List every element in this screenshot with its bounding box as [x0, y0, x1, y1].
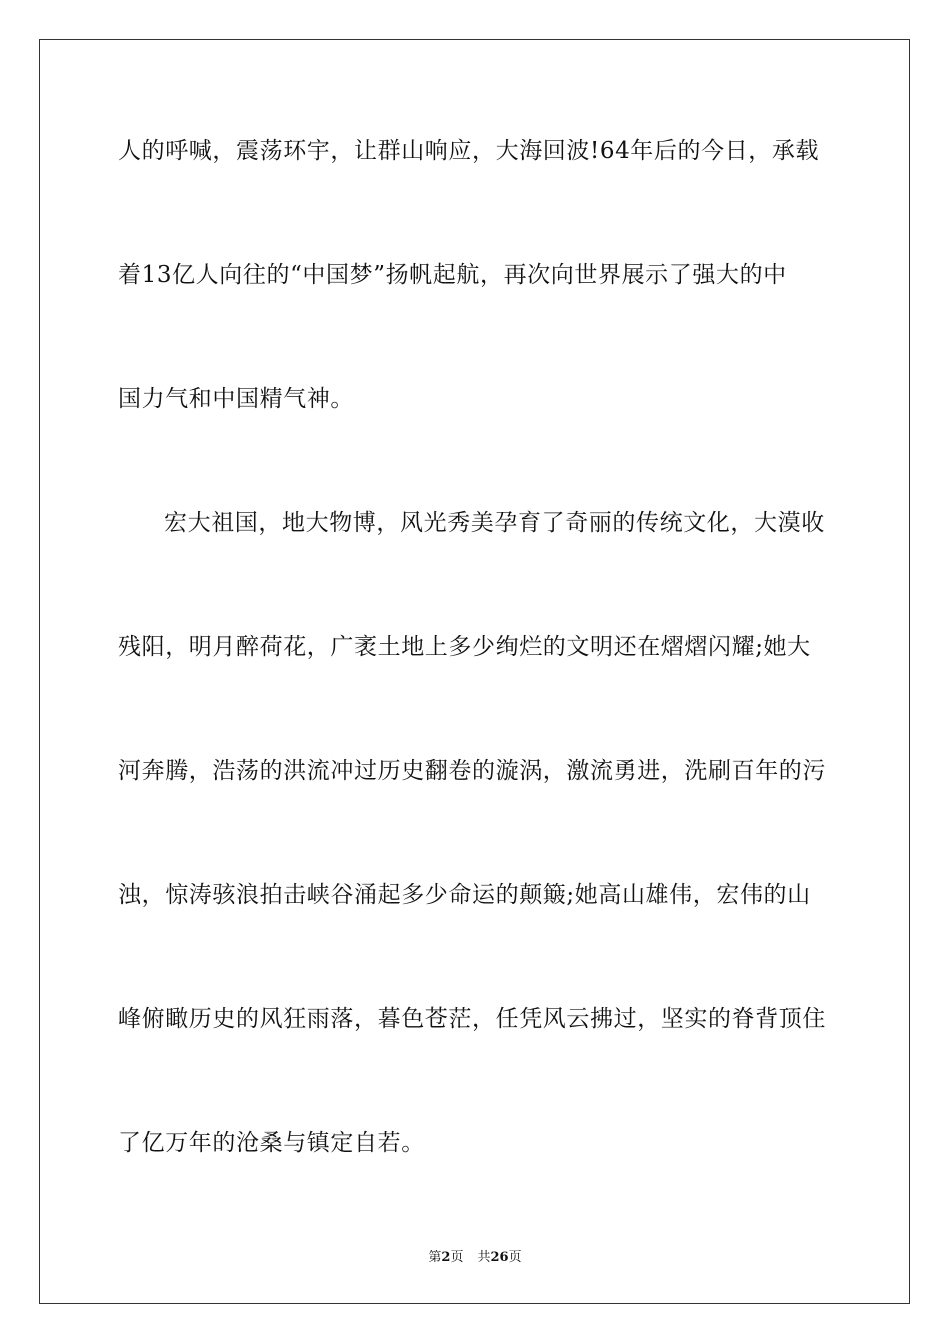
paragraph-line-7: 浊，惊涛骇浪拍击峡谷涌起多少命运的颠簸;她高山雄伟，宏伟的山: [118, 882, 811, 908]
paragraph-line-2: 着13亿人向往的“中国梦”扬帆起航，再次向世界展示了强大的中: [118, 262, 787, 288]
page-number: 2: [441, 1250, 451, 1265]
paragraph-line-5: 残阳，明月醉荷花，广袤土地上多少绚烂的文明还在熠熠闪耀;她大: [118, 634, 811, 660]
paragraph-line-3: 国力气和中国精气神。: [118, 386, 354, 412]
paragraph-line-4: 宏大祖国，地大物博，风光秀美孕育了奇丽的传统文化，大漠收: [164, 510, 825, 536]
paragraph-line-9: 了亿万年的沧桑与镇定自若。: [118, 1130, 425, 1156]
paragraph-line-8: 峰俯瞰历史的风狂雨落，暮色苍茫，任凭风云拂过，坚实的脊背顶住: [118, 1006, 826, 1032]
page-suffix: 页: [450, 1250, 464, 1265]
page-prefix: 第: [428, 1250, 442, 1265]
paragraph-line-6: 河奔腾，浩荡的洪流冲过历史翻卷的漩涡，激流勇进，洗刷百年的污: [118, 758, 826, 784]
page-border: [39, 39, 910, 1304]
total-pages: 26: [490, 1250, 509, 1265]
total-prefix: 共: [477, 1250, 491, 1265]
page-footer: [0, 1250, 950, 1266]
paragraph-line-1: 人的呼喊，震荡环宇，让群山响应，大海回波!64年后的今日，承载: [118, 138, 820, 164]
total-suffix: 页: [508, 1250, 522, 1265]
